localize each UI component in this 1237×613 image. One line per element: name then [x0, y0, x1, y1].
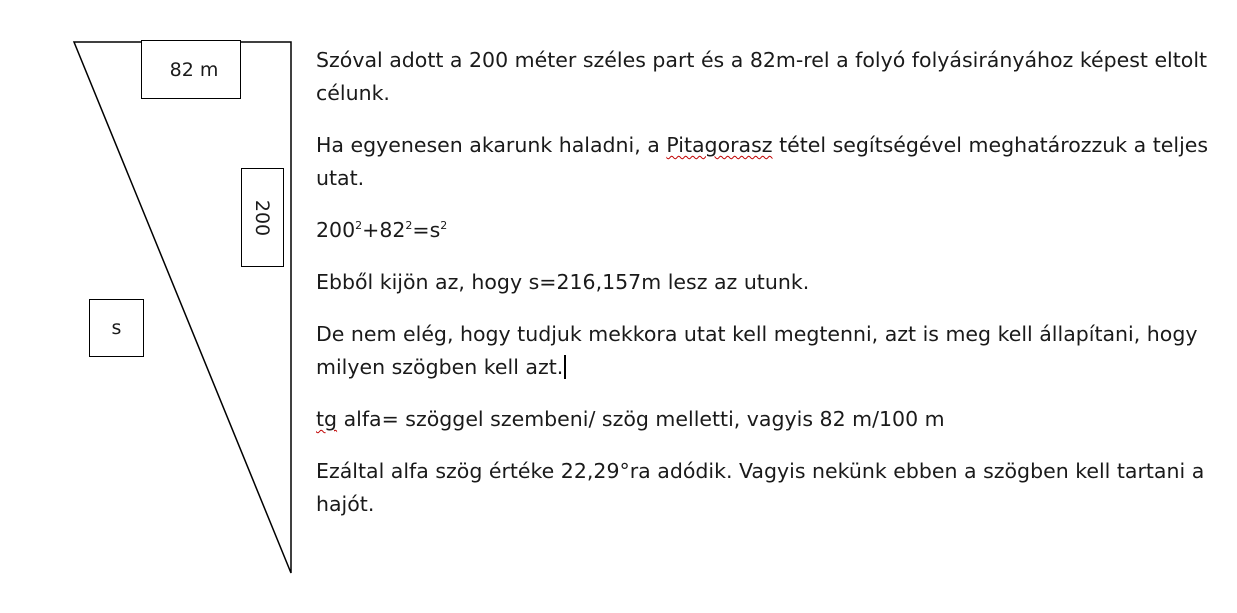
paragraph-5: De nem elég, hogy tudjuk mekkora utat kell megtenni, azt is meg kell állapítani, hogy milyen szögben kell azt. [316, 322, 1198, 379]
paragraph-6: tg alfa= szöggel szembeni/ szög melletti, vagyis 82 m/100 m [316, 407, 945, 431]
label-s: s [111, 317, 122, 339]
text-cursor [564, 355, 566, 379]
label-s-box [89, 299, 144, 357]
label-82m-box [141, 40, 241, 99]
paragraph-7: Ezáltal alfa szög értéke 22,29°ra adódik. Vagyis nekünk ebben a szögben kell tartani a hajót. [316, 459, 1205, 516]
spellcheck-word-pitagorasz[interactable]: Pitagorasz [666, 133, 773, 157]
paragraph-1: Szóval adott a 200 méter széles part és a 82m-rel a folyó folyásirányához képest eltolt célunk. [316, 48, 1208, 105]
document-body[interactable] [316, 44, 1216, 540]
paragraph-2: Ha egyenesen akarunk haladni, a Pitagorasz tétel segítségével meghatározzuk a teljes utat. [316, 133, 1209, 190]
label-200-box [241, 168, 284, 267]
label-200: 200 [251, 199, 274, 236]
label-82m: 82 m [169, 58, 219, 81]
spellcheck-word-tg[interactable]: tg [316, 407, 338, 431]
equation: $200^2+82^2=s^2$ [316, 218, 448, 242]
paragraph-4: Ebből kijön az, hogy s=216,157m lesz az utunk. [316, 270, 810, 294]
